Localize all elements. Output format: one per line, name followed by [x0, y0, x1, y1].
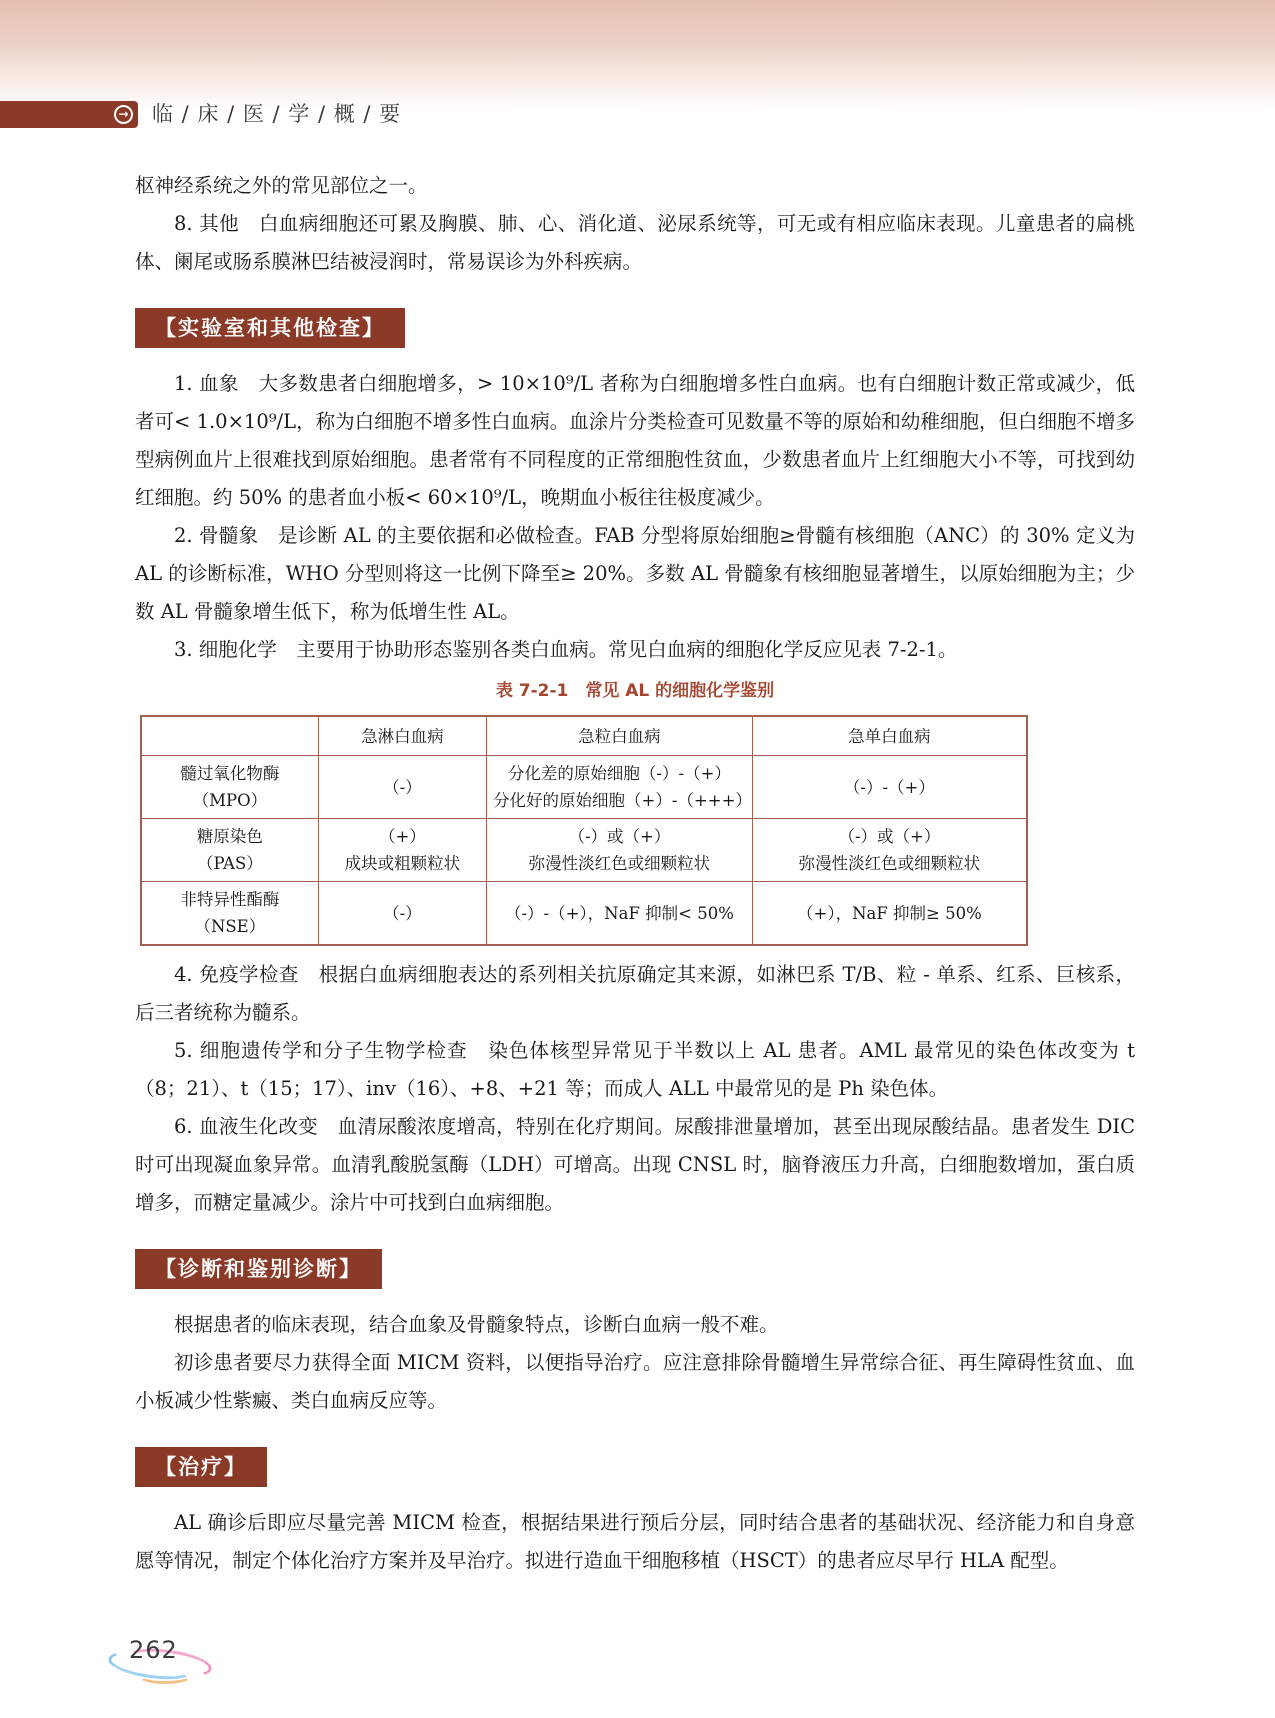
paragraph-treatment-1: AL 确诊后即应尽量完善 MICM 检查，根据结果进行预后分层，同时结合患者的基础状况、经济能力和自身意愿等情况，制定个体化治疗方案并及早治疗。拟进行造血干细胞移植（HSCT）的患者应尽早行 HLA 配型。 — [135, 1511, 1135, 1572]
paragraph-biochemistry: 6. 血液生化改变 血清尿酸浓度增高，特别在化疗期间。尿酸排泄量增加，甚至出现尿酸结晶。患者发生 DIC 时可出现凝血象异常。血清乳酸脱氢酶（LDH）可增高。出现 CNSL 时，脑脊液压力升高，白细胞数增加，蛋白质增多，而糖定量减少。涂片中可找到白血病细胞。 — [135, 1115, 1135, 1214]
paragraph-cytogenetics: 5. 细胞遗传学和分子生物学检查 染色体核型异常见于半数以上 AL 患者。AML 最常见的染色体改变为 t（8；21）、t（15；17）、inv（16）、+8、+21 等；而成人 ALL 中最常见的是 Ph 染色体。 — [135, 1039, 1135, 1100]
section-heading-diagnosis: 【诊断和鉴别诊断】 — [135, 1249, 382, 1289]
table-row-nse — [141, 882, 1027, 946]
row-label-nse: 非特异性酯酶 （NSE） — [141, 882, 318, 946]
chapter-title: 临 / 床 / 医 / 学 / 概 / 要 — [152, 102, 402, 126]
table-header-monocytic: 急单白血病 — [752, 716, 1027, 756]
cell-mpo-monocytic: （-）-（+） — [752, 756, 1027, 819]
cytochemistry-table — [140, 715, 1028, 946]
cell-mpo-all: （-） — [318, 756, 486, 819]
table-row-mpo — [141, 756, 1027, 819]
paragraph-cytochemistry: 3. 细胞化学 主要用于协助形态鉴别各类白血病。常见白血病的细胞化学反应见表 7-2-1。 — [174, 638, 958, 661]
paragraph-blood-picture: 1. 血象 大多数患者白细胞增多，> 10×10⁹/L 者称为白细胞增多性白血病。也有白细胞计数正常或减少，低者可< 1.0×10⁹/L，称为白细胞不增多性白血病。血涂片分类检查可见数量不等的原始和幼稚细胞，但白细胞不增多型病例血片上很难找到原始细胞。患者常有不同程度的正常细胞性贫血，少数患者血片上红细胞大小不等，可找到幼红细胞。约 50% 的患者血小板< 60×10⁹/L，晚期血小板往往极度减少。 — [135, 372, 1135, 509]
table-header-row — [141, 716, 1027, 756]
table-header-empty — [141, 716, 318, 756]
arrow-right-icon: → — [114, 105, 133, 124]
cell-pas-all: （+） 成块或粗颗粒状 — [318, 819, 486, 882]
page-body — [135, 167, 1135, 1580]
paragraph-other-involvement: 8. 其他 白血病细胞还可累及胸膜、肺、心、消化道、泌尿系统等，可无或有相应临床表现。儿童患者的扁桃体、阑尾或肠系膜淋巴结被浸润时，常易误诊为外科疾病。 — [135, 212, 1135, 273]
table-header-all: 急淋白血病 — [318, 716, 486, 756]
paragraph-continuation: 枢神经系统之外的常见部位之一。 — [135, 174, 428, 197]
cell-pas-monocytic: （-）或（+） 弥漫性淡红色或细颗粒状 — [752, 819, 1027, 882]
table-row-pas — [141, 819, 1027, 882]
cell-nse-all: （-） — [318, 882, 486, 946]
page-top-gradient — [0, 0, 1275, 112]
cell-nse-granulocytic: （-）-（+），NaF 抑制< 50% — [487, 882, 753, 946]
row-label-mpo: 髓过氧化物酶 （MPO） — [141, 756, 318, 819]
table-caption: 表 7-2-1 常见 AL 的细胞化学鉴别 — [495, 681, 775, 701]
cell-pas-granulocytic: （-）或（+） 弥漫性淡红色或细颗粒状 — [487, 819, 753, 882]
page-number-swoosh-orange — [138, 1668, 192, 1684]
section-heading-treatment: 【治疗】 — [135, 1447, 267, 1487]
page-number: 262 — [129, 1636, 178, 1664]
paragraph-diagnosis-1: 根据患者的临床表现，结合血象及骨髓象特点，诊断白血病一般不难。 — [174, 1313, 779, 1336]
table-header-aml-granulocytic: 急粒白血病 — [487, 716, 753, 756]
cell-mpo-granulocytic: 分化差的原始细胞（-）-（+） 分化好的原始细胞（+）-（+++） — [487, 756, 753, 819]
row-label-pas: 糖原染色 （PAS） — [141, 819, 318, 882]
paragraph-immunology: 4. 免疫学检查 根据白血病细胞表达的系列相关抗原确定其来源，如淋巴系 T/B、粒 - 单系、红系、巨核系，后三者统称为髓系。 — [135, 963, 1135, 1024]
cell-nse-monocytic: （+），NaF 抑制≥ 50% — [752, 882, 1027, 946]
chapter-header-bar — [0, 101, 138, 128]
paragraph-bone-marrow: 2. 骨髓象 是诊断 AL 的主要依据和必做检查。FAB 分型将原始细胞≥骨髓有核细胞（ANC）的 30% 定义为 AL 的诊断标准，WHO 分型则将这一比例下降至≥ 20%。多数 AL 骨髓象有核细胞显著增生，以原始细胞为主；少数 AL 骨髓象增生低下，称为低增生性 AL。 — [135, 524, 1135, 623]
paragraph-diagnosis-2: 初诊患者要尽力获得全面 MICM 资料，以便指导治疗。应注意排除骨髓增生异常综合征、再生障碍性贫血、血小板减少性紫癜、类白血病反应等。 — [135, 1351, 1135, 1412]
section-heading-lab-tests: 【实验室和其他检查】 — [135, 308, 405, 348]
